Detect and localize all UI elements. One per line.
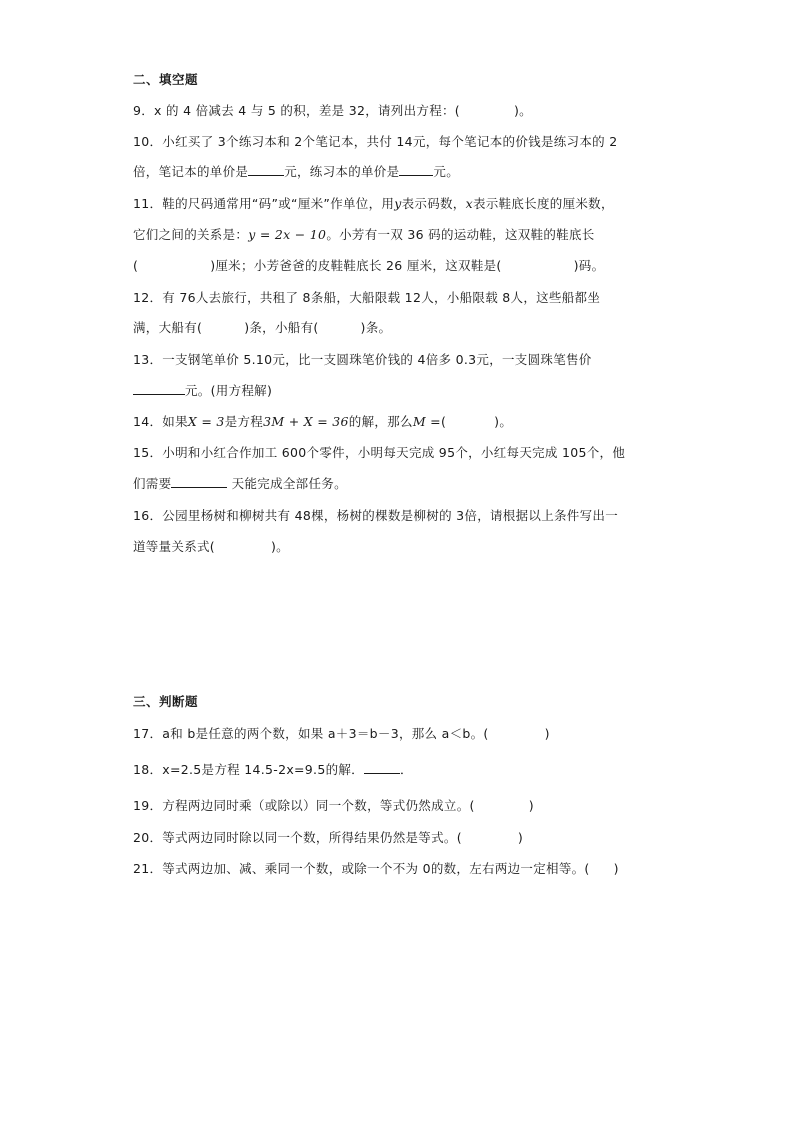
q12-text-c: )条。 — [360, 320, 392, 335]
q18-text: 18．x=2.5是方程 14.5-2x=9.5的解． — [133, 762, 364, 777]
q9-text: 9．x 的 4 倍减去 4 与 5 的积，差是 32，请列出方程：( — [133, 103, 460, 118]
question-9 — [133, 101, 532, 119]
q14-text-b: 是方程 — [224, 414, 264, 429]
question-11-line-1 — [133, 194, 614, 212]
question-20 — [133, 828, 523, 846]
q10-blank-exercise-book-price[interactable] — [399, 164, 433, 176]
question-15-line-1: 15．小明和小红合作加工 600个零件，小明每天完成 95个，小红每天完成 105个，他 — [133, 445, 626, 460]
q12-text-b: )条，小船有( — [244, 320, 319, 335]
q11-formula: y = 2x − 10 — [248, 227, 327, 242]
q14-text-c: 的解，那么 — [348, 414, 413, 429]
q14-equation: 3M + X = 36 — [263, 414, 349, 429]
question-19 — [133, 796, 534, 814]
q19-paren-close: ) — [528, 798, 534, 813]
q10-text-b: 元，练习本的单价是 — [284, 164, 400, 179]
question-10-line-2 — [133, 162, 459, 180]
question-13-line-2 — [133, 381, 272, 399]
q11-text-c: 表示鞋底长度的厘米数， — [472, 196, 614, 211]
q17-text: 17．a和 b是任意的两个数，如果 a＋3＝b－3，那么 a＜b。( — [133, 726, 489, 741]
question-16-line-1: 16．公园里杨树和柳树共有 48棵，杨树的棵数是柳树的 3倍，请根据以上条件写出一 — [133, 508, 619, 523]
q9-text-end: )。 — [513, 103, 532, 118]
q14-paren-open: ( — [440, 414, 447, 429]
q11-text-f: )厘米；小芳爸爸的皮鞋鞋底长 26 厘米，这双鞋是( — [210, 258, 502, 273]
q16-text-b: )。 — [270, 539, 289, 554]
q11-text-b: 表示码数， — [401, 196, 466, 211]
q19-text: 19．方程两边同时乘（或除以）同一个数，等式仍然成立。( — [133, 798, 475, 813]
q18-blank[interactable] — [364, 762, 400, 774]
question-17 — [133, 724, 550, 742]
q15-blank-days[interactable] — [171, 476, 227, 488]
question-21 — [133, 859, 619, 877]
question-11-line-3 — [133, 256, 604, 274]
q10-text-c: 元。 — [433, 164, 460, 179]
q17-paren-close: ) — [544, 726, 550, 741]
question-12-line-1: 12．有 76人去旅行，共租了 8条船，大船限载 12人，小船限载 8人，这些船都坐 — [133, 290, 601, 305]
q18-text-end: ． — [399, 762, 413, 777]
q14-text-end: )。 — [494, 414, 513, 429]
question-18 — [133, 760, 413, 778]
section-heading-fill-in: 二、填空题 — [133, 72, 199, 87]
q20-paren-close: ) — [517, 830, 524, 845]
question-14 — [133, 412, 512, 430]
q11-text-g: )码。 — [573, 258, 605, 273]
question-16-line-2 — [133, 537, 289, 555]
q13-blank-price[interactable] — [133, 383, 185, 395]
question-10-line-1: 10．小红买了 3个练习本和 2个笔记本，共付 14元，每个笔记本的价钱是练习本的 2 — [133, 134, 618, 149]
q14-eq-m: M = — [412, 414, 441, 429]
q12-text-a: 满，大船有( — [133, 320, 203, 335]
q15-text-b: 天能完成全部任务。 — [227, 476, 347, 491]
q11-paren-open: ( — [133, 258, 139, 273]
q10-blank-notebook-price[interactable] — [248, 164, 284, 176]
q21-paren-close: ) — [613, 861, 619, 876]
question-15-line-2 — [133, 474, 347, 492]
q20-text: 20．等式两边同时除以同一个数，所得结果仍然是等式。( — [133, 830, 462, 845]
question-11-line-2 — [133, 225, 595, 243]
q14-eq-x: X = 3 — [187, 414, 225, 429]
section-heading-true-false: 三、判断题 — [133, 694, 199, 709]
q11-var-x: x — [465, 196, 473, 211]
q13-text: 元。(用方程解) — [185, 383, 273, 398]
q14-text-a: 14．如果 — [133, 414, 188, 429]
question-12-line-2 — [133, 318, 391, 336]
q15-text-a: 们需要 — [133, 476, 172, 491]
q11-text-e: 。小芳有一双 36 码的运动鞋，这双鞋的鞋底长 — [326, 227, 595, 242]
q11-text-d: 它们之间的关系是： — [133, 227, 249, 242]
q11-text-a: 11．鞋的尺码通常用“码”或“厘米”作单位，用 — [133, 196, 395, 211]
q10-text-a: 倍，笔记本的单价是 — [133, 164, 249, 179]
q21-text: 21．等式两边加、减、乘同一个数，或除一个不为 0的数，左右两边一定相等。( — [133, 861, 590, 876]
q16-text-a: 道等量关系式( — [133, 539, 215, 554]
q11-var-y: y — [394, 196, 402, 211]
question-13-line-1: 13．一支钢笔单价 5.10元，比一支圆珠笔价钱的 4倍多 0.3元，一支圆珠笔售价 — [133, 352, 592, 367]
